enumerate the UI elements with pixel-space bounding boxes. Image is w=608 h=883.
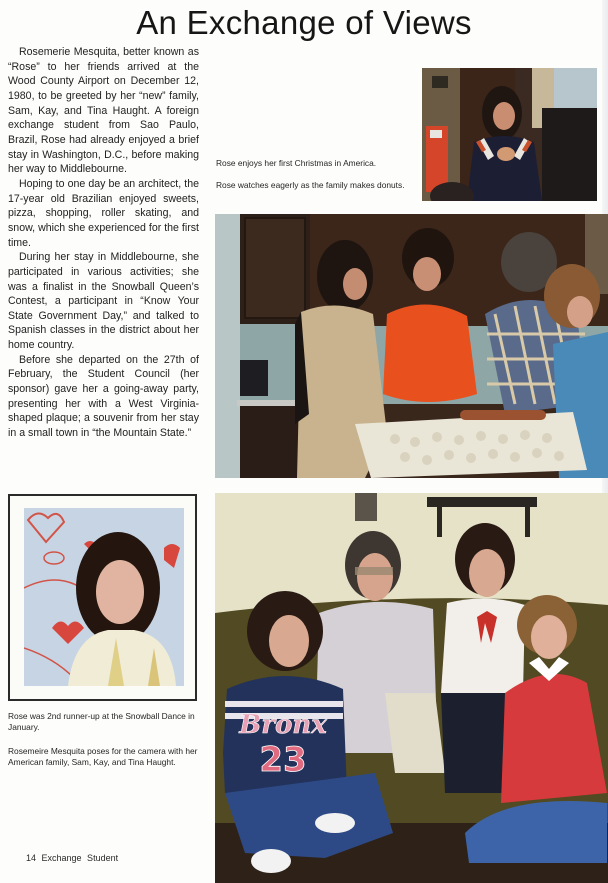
article-paragraph: Before she departed on the 27th of February, the Student Council (her sponsor) gave her a going-away party, presenting her with a West Virginia-shaped plaque; a souvenir from her stay in a small town in “the Mountain State.” bbox=[8, 353, 199, 440]
article-paragraph: Hoping to one day be an architect, the 17-year old Brazilian enjoyed sweets, pizza, shopping, roller skating, and snow, which she experienced for the first time. bbox=[8, 177, 199, 249]
sweatshirt-number: 23 bbox=[259, 740, 307, 780]
page-footer bbox=[26, 853, 118, 863]
family-photo bbox=[215, 493, 608, 883]
portrait-frame bbox=[8, 494, 197, 701]
donuts-photo bbox=[215, 214, 608, 478]
article-body bbox=[8, 45, 199, 441]
caption-snowball: Rose was 2nd runner-up at the Snowball Dance in January. bbox=[8, 711, 195, 733]
page-number: 14 bbox=[26, 853, 37, 863]
caption-family: Rosemeire Mesquita poses for the camera with her American family, Sam, Kay, and Tina Haught. bbox=[8, 746, 198, 768]
article-paragraph: During her stay in Middlebourne, she participated in various activities; she was a finalist in the Snowball Queen’s Contest, a participant in “Know Your State Government Day,” and talked to Spanish classes in the district about her home country. bbox=[8, 251, 199, 352]
caption-christmas: Rose enjoys her first Christmas in America. bbox=[216, 158, 377, 168]
sweatshirt-text: Bronx bbox=[239, 710, 327, 740]
section-name: Exchange Student bbox=[41, 853, 119, 863]
caption-donuts: Rose watches eagerly as the family makes donuts. bbox=[216, 180, 405, 190]
portrait-photo bbox=[24, 508, 184, 686]
christmas-photo bbox=[422, 68, 597, 201]
page-title: An Exchange of Views bbox=[136, 4, 472, 41]
article-paragraph: Rosemerie Mesquita, better known as “Rose” to her friends arrived at the Wood County Airport on December 12, 1980, to be greeted by her “new” family, Sam, Kay, and Tina Haught. A foreign exchange student from Sao Paulo, Brazil, Rose had already enjoyed a brief stay in Washington, D.C., before making her way to Middlebourne. bbox=[8, 46, 199, 176]
